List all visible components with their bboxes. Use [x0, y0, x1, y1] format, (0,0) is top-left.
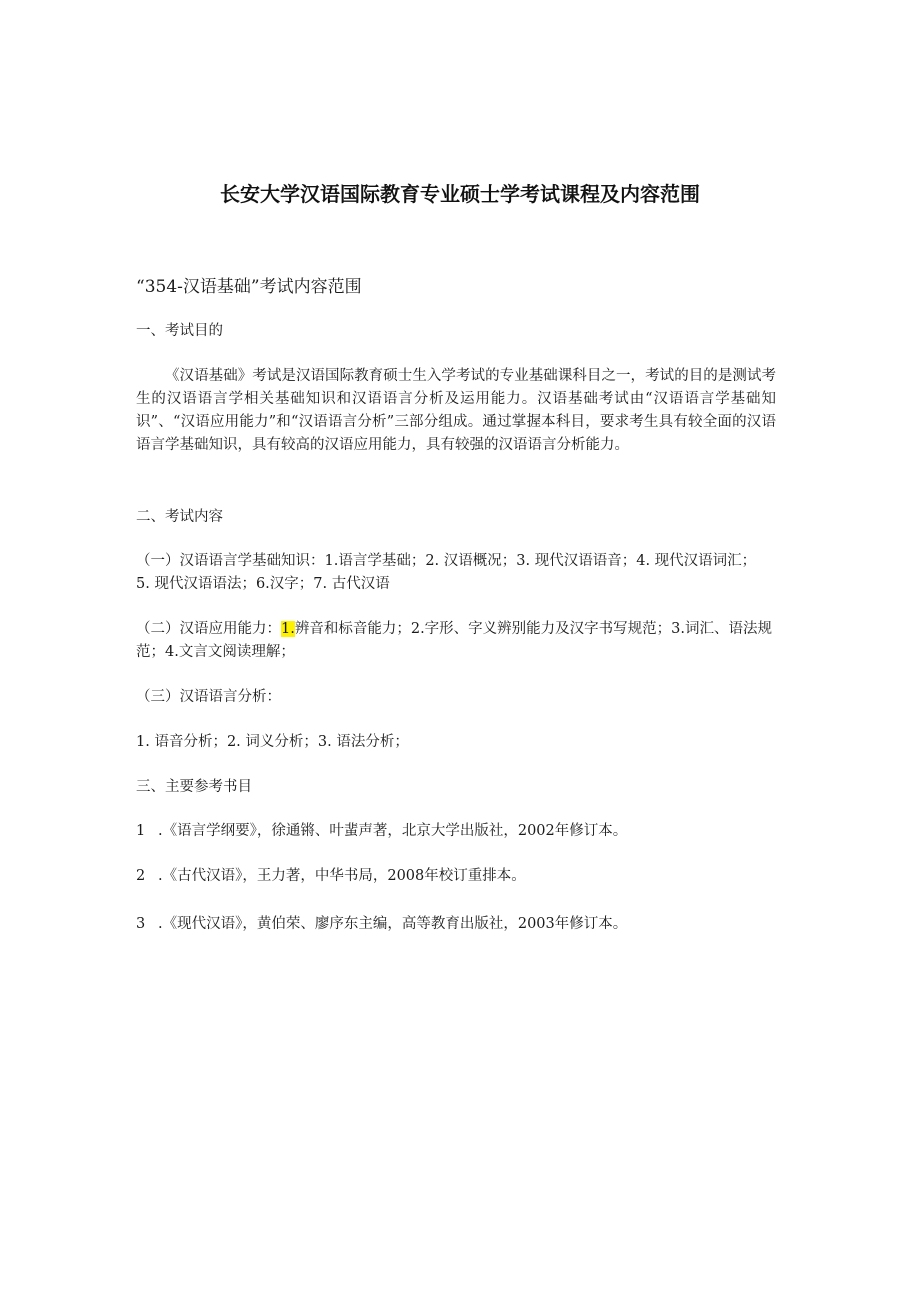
reference-number: 1 — [136, 823, 146, 839]
content-part-3: （三）汉语语言分析： — [136, 689, 281, 705]
content-part-2-rest: 辨音和标音能力；2.字形、字义辨别能力及汉字书写规范；3.词汇、语法规范；4.文言文阅读理解； — [136, 621, 773, 660]
section-1-paragraph: 《汉语基础》考试是汉语国际教育硕士生入学考试的专业基础课科目之一，考试的目的是测试考生的汉语语言学相关基础知识和汉语语言分析及运用能力。汉语基础考试由“汉语语言学基础知识”、“汉语应用能力”和“汉语语言分析”三部分组成。通过掌握本科目，要求考生具有较全面的汉语语言学基础知识，具有较高的汉语应用能力，具有较强的汉语语言分析能力。 — [136, 368, 776, 453]
reference-number: 3 — [136, 916, 146, 932]
reference-number: 2 — [136, 868, 146, 884]
content-part-2 — [136, 618, 781, 664]
highlighted-number: 1. — [281, 621, 295, 637]
section-2-heading: 二、考试内容 — [136, 509, 223, 525]
reference-text: .《语言学纲要》，徐通锵、叶蜚声著，北京大学出版社，2002年修订本。 — [158, 823, 628, 839]
exam-subtitle: “354-汉语基础”考试内容范围 — [136, 277, 362, 297]
reference-item — [136, 865, 786, 888]
section-1-heading: 一、考试目的 — [136, 323, 223, 339]
content-part-2-prefix: （二）汉语应用能力： — [136, 621, 281, 637]
content-part-1: （一）汉语语言学基础知识：1.语言学基础；2. 汉语概况；3. 现代汉语语音；4. 现代汉语词汇；5. 现代汉语语法；6.汉字；7. 古代汉语 — [136, 553, 757, 592]
reference-text: .《古代汉语》，王力著，中华书局，2008年校订重排本。 — [158, 868, 526, 884]
reference-item — [136, 820, 786, 843]
document-title: 长安大学汉语国际教育专业硕士学考试课程及内容范围 — [220, 182, 700, 206]
section-3-heading: 三、主要参考书目 — [136, 779, 252, 795]
reference-item — [136, 913, 786, 936]
reference-text: .《现代汉语》，黄伯荣、廖序东主编，高等教育出版社，2003年修订本。 — [158, 916, 628, 932]
content-part-3-items: 1. 语音分析；2. 词义分析；3. 语法分析； — [136, 734, 409, 750]
